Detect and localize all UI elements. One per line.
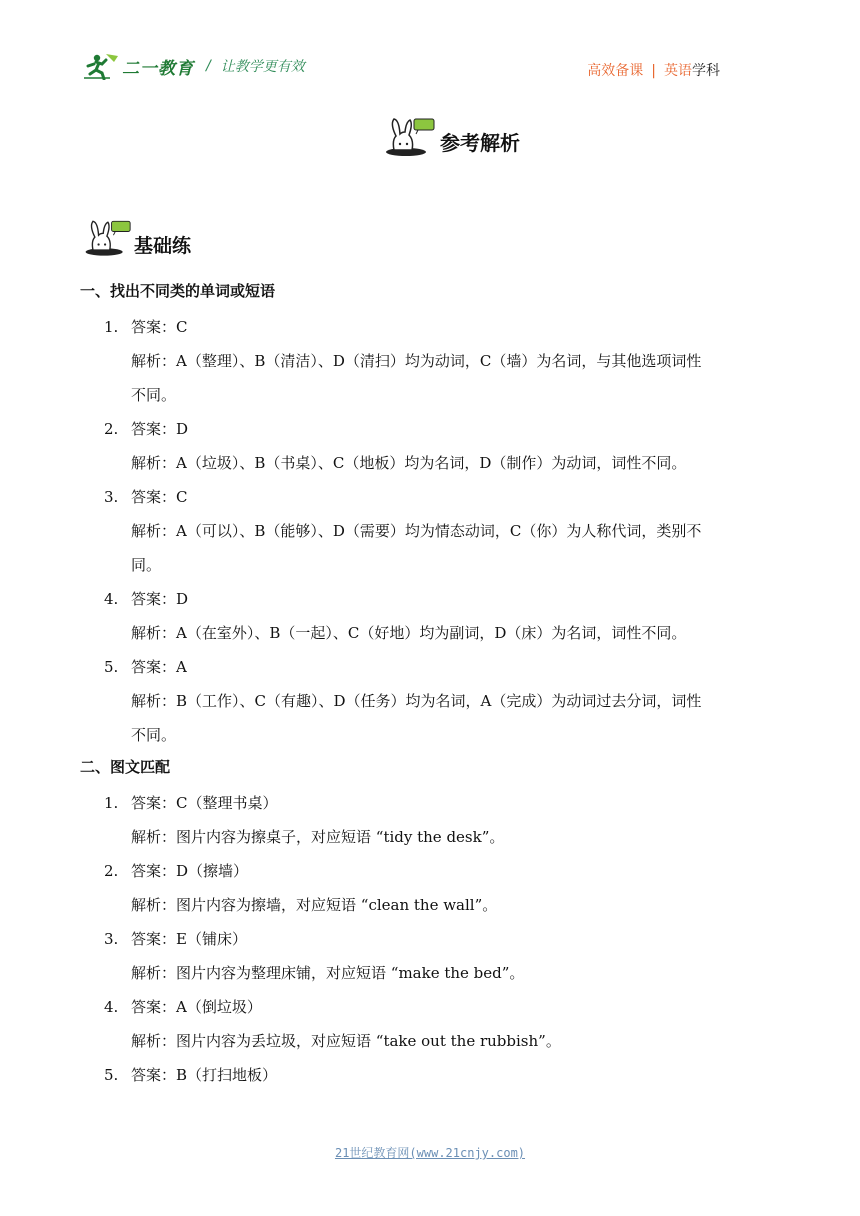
header-subject (587, 60, 720, 80)
answer-line: 答案：C (131, 488, 188, 506)
answer-line: 答案：E（铺床） (131, 930, 247, 948)
part-picture-matching (80, 752, 790, 1092)
item-number: 1. (104, 794, 119, 812)
item-number: 2. (104, 420, 119, 438)
answer-item (80, 480, 790, 582)
item-number: 5. (104, 1066, 119, 1084)
header-label-subject: 学科 (692, 63, 720, 79)
item-number: 1. (104, 318, 119, 336)
answer-item (80, 650, 790, 752)
section-title: 基础练 (134, 235, 192, 257)
section-heading (80, 218, 191, 258)
analysis-line: 不同。 (131, 386, 177, 404)
header-label-english: 英语 (664, 63, 692, 79)
logo (84, 52, 305, 80)
analysis-line: 同。 (131, 556, 162, 574)
answer-line: 答案：C (131, 318, 188, 336)
answer-item (80, 412, 790, 480)
analysis-line: 解析：A（垃圾）、B（书桌）、C（地板）均为名词，D（制作）为动词，词性不同。 (131, 454, 687, 472)
analysis-line: 解析：A（可以）、B（能够）、D（需要）均为情态动词，C（你）为人称代词，类别不 (131, 522, 702, 540)
runner-logo-icon (84, 52, 120, 80)
part-odd-one-out (80, 276, 790, 752)
header-separator: | (651, 63, 656, 79)
answer-item (80, 922, 790, 990)
logo-text: 二一教育 (122, 58, 194, 79)
answer-line: 答案：D（擦墙） (131, 862, 249, 880)
answer-item (80, 310, 790, 412)
answer-item (80, 990, 790, 1058)
answer-line: 答案：C（整理书桌） (131, 794, 278, 812)
page-header (84, 52, 784, 86)
footer-link[interactable]: 21世纪教育网(www.21cnjy.com) (334, 1146, 526, 1160)
analysis-line: 解析：图片内容为丢垃圾，对应短语 “take out the rubbish”。 (131, 1032, 561, 1050)
answer-item (80, 582, 790, 650)
analysis-line: 解析：A（在室外）、B（一起）、C（好地）均为副词，D（床）为名词，词性不同。 (131, 624, 687, 642)
answer-line: 答案：A (131, 658, 187, 676)
answer-line: 答案：D (131, 420, 189, 438)
item-number: 3. (104, 488, 119, 506)
answer-item (80, 854, 790, 922)
item-number: 4. (104, 998, 119, 1016)
page-title: 参考解析 (440, 131, 520, 155)
answer-item (80, 1058, 790, 1092)
answer-content (80, 276, 790, 1092)
analysis-line: 解析：A（整理）、B（清洁）、D（清扫）均为动词，C（墙）为名词，与其他选项词性 (131, 352, 702, 370)
part-title: 一、找出不同类的单词或短语 (80, 282, 276, 300)
answer-item (80, 786, 790, 854)
analysis-line: 解析：图片内容为擦墙，对应短语 “clean the wall”。 (131, 896, 498, 914)
part-title: 二、图文匹配 (80, 758, 171, 776)
item-number: 5. (104, 658, 119, 676)
slogan-divider: / (206, 58, 211, 74)
bunny-icon (80, 218, 132, 258)
analysis-line: 解析：图片内容为整理床铺，对应短语 “make the bed”。 (131, 964, 525, 982)
title-block (380, 116, 520, 158)
answer-line: 答案：A（倒垃圾） (131, 998, 262, 1016)
header-label-prep: 高效备课 (587, 63, 644, 79)
item-number: 2. (104, 862, 119, 880)
item-number: 3. (104, 930, 119, 948)
slogan: 让教学更有效 (220, 59, 305, 75)
analysis-line: 解析：图片内容为擦桌子，对应短语 “tidy the desk”。 (131, 828, 505, 846)
answer-line: 答案：B（打扫地板） (131, 1066, 278, 1084)
bunny-icon (380, 116, 436, 158)
item-number: 4. (104, 590, 119, 608)
analysis-line: 不同。 (131, 726, 177, 744)
answer-line: 答案：D (131, 590, 189, 608)
analysis-line: 解析：B（工作）、C（有趣）、D（任务）均为名词，A（完成）为动词过去分词，词性 (131, 692, 702, 710)
